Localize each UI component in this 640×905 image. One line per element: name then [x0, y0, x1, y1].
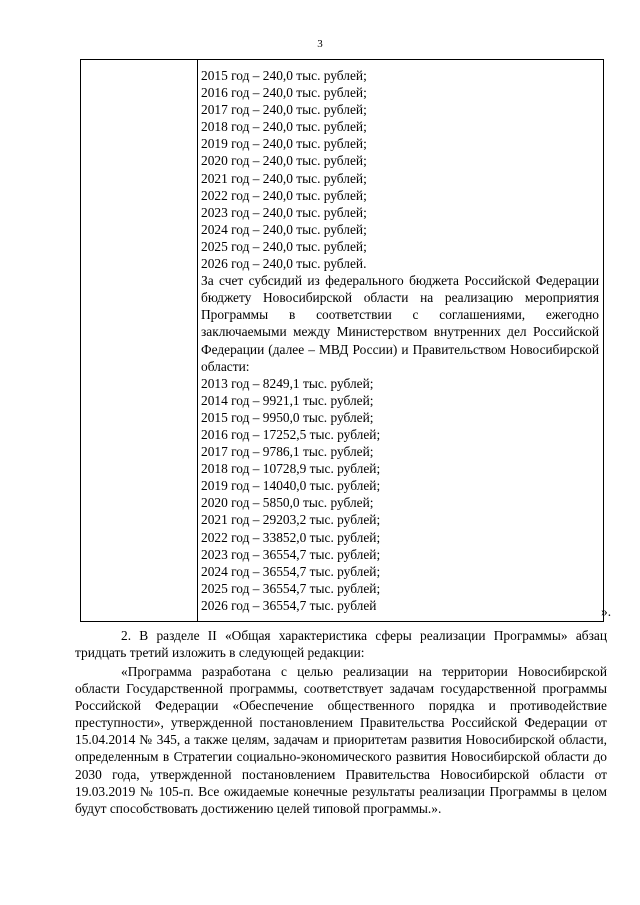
year-funding-line: 2014 год – 9921,1 тыс. рублей;: [201, 392, 374, 408]
year-funding-line: 2026 год – 36554,7 тыс. рублей: [201, 597, 377, 613]
closing-quote-mark: ».: [601, 604, 612, 619]
year-funding-line: 2022 год – 33852,0 тыс. рублей;: [201, 529, 381, 545]
year-funding-line: 2015 год – 240,0 тыс. рублей;: [201, 68, 367, 83]
year-funding-line: 2019 год – 14040,0 тыс. рублей;: [201, 478, 381, 494]
funding-table: [80, 59, 604, 622]
table-left-cell: [81, 60, 198, 621]
year-funding-line: 2025 год – 240,0 тыс. рублей;: [201, 238, 367, 254]
year-funding-line: 2020 год – 240,0 тыс. рублей;: [201, 153, 367, 169]
year-funding-line: 2023 год – 36554,7 тыс. рублей;: [201, 546, 381, 562]
year-funding-line: 2015 год – 9950,0 тыс. рублей;: [201, 409, 374, 425]
year-funding-line: 2017 год – 9786,1 тыс. рублей;: [201, 444, 374, 460]
year-funding-line: 2016 год – 240,0 тыс. рублей;: [201, 85, 367, 101]
year-funding-line: 2023 год – 240,0 тыс. рублей;: [201, 204, 367, 220]
year-funding-line: 2017 год – 240,0 тыс. рублей;: [201, 102, 367, 118]
program-description-paragraph: «Программа разработана с целью реализации на территории Новосибирской области Государственной программы, соответствует задачам государственной программы Российской Федерации «Обеспечение общественного порядка и противодействие преступности», утвержденной постановлением Правительства Российской Федерации от 15.04.2014 № 345, а также целям, задачам и приоритетам развития Новосибирской области, определенным в Стратегии социально-экономического развития Новосибирской области до 2030 года, утвержденной постановлением Правительства Новосибирской области от 19.03.2019 № 105-п. Все ожидаемые конечные результаты реализации Программы в целом будут способствовать достижению целей типовой программы.».: [75, 664, 607, 816]
year-funding-line: 2020 год – 5850,0 тыс. рублей;: [201, 495, 374, 511]
year-funding-line: 2024 год – 240,0 тыс. рублей;: [201, 221, 367, 237]
year-funding-line: 2024 год – 36554,7 тыс. рублей;: [201, 563, 381, 579]
year-funding-line: 2018 год – 10728,9 тыс. рублей;: [201, 461, 381, 477]
year-funding-line: 2022 год – 240,0 тыс. рублей;: [201, 187, 367, 203]
year-funding-line: 2021 год – 29203,2 тыс. рублей;: [201, 512, 381, 528]
table-right-cell: [201, 67, 599, 614]
year-funding-line: 2013 год – 8249,1 тыс. рублей;: [201, 375, 374, 391]
years-block-1: [201, 67, 599, 272]
year-funding-line: 2025 год – 36554,7 тыс. рублей;: [201, 580, 381, 596]
page-number: 3: [317, 38, 323, 50]
year-funding-line: 2016 год – 17252,5 тыс. рублей;: [201, 426, 381, 442]
years-block-2: [201, 375, 599, 614]
year-funding-line: 2021 год – 240,0 тыс. рублей;: [201, 170, 367, 186]
year-funding-line: 2019 год – 240,0 тыс. рублей;: [201, 136, 367, 152]
subsidy-paragraph: За счет субсидий из федерального бюджета Российской Федерации бюджету Новосибирской области на реализацию мероприятия Программы в соответствии с соглашениями, ежегодно заключаемыми между Министерством внутренних дел Российской Федерации (далее – МВД России) и Правительством Новосибирской области:: [201, 273, 599, 374]
year-funding-line: 2018 год – 240,0 тыс. рублей;: [201, 119, 367, 135]
year-funding-line: 2026 год – 240,0 тыс. рублей.: [201, 256, 367, 272]
amendment-paragraph: 2. В разделе II «Общая характеристика сферы реализации Программы» абзац тридцать третий изложить в следующей редакции:: [75, 628, 607, 661]
